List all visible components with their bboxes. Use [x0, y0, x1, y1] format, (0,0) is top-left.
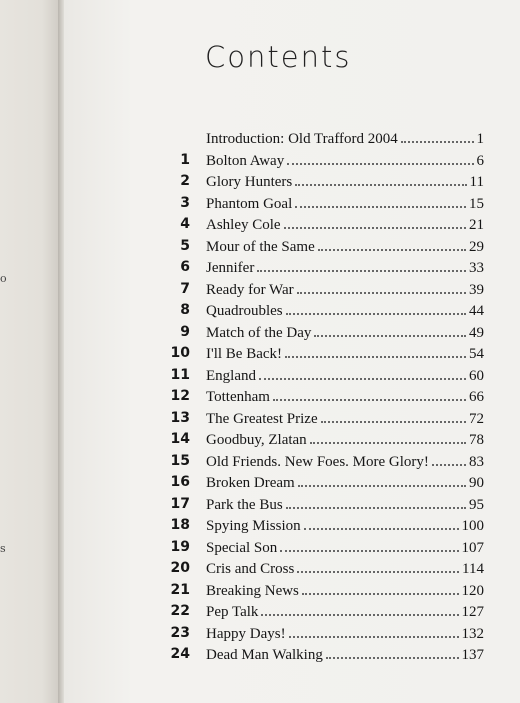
- dot-leader: [295, 193, 466, 208]
- dot-leader: [304, 515, 459, 530]
- left-page-fragment: s: [0, 542, 6, 555]
- toc-row: [0, 580, 520, 602]
- toc-row: [0, 601, 520, 623]
- chapter-number: 15: [170, 452, 190, 469]
- toc-entry: [206, 558, 484, 581]
- page-title: Contents: [205, 40, 352, 74]
- dot-leader: [259, 365, 466, 380]
- page-number: 120: [461, 582, 484, 599]
- dot-leader: [285, 343, 466, 358]
- dot-leader: [401, 128, 474, 143]
- page-number: 90: [469, 475, 484, 491]
- page-number: 6: [476, 152, 484, 169]
- chapter-number: 16: [170, 474, 190, 490]
- toc-entry: [206, 343, 484, 366]
- page-number: 49: [469, 324, 484, 341]
- toc-row: [0, 494, 520, 516]
- dot-leader: [280, 537, 458, 552]
- toc-row: [0, 343, 520, 365]
- dot-leader: [257, 257, 466, 272]
- toc-entry: [206, 193, 484, 216]
- chapter-number: 11: [170, 366, 190, 383]
- dot-leader: [295, 171, 466, 186]
- chapter-number: 23: [170, 624, 190, 641]
- page-number: 21: [469, 217, 484, 233]
- toc-row: [0, 171, 520, 193]
- toc-entry: [206, 623, 484, 646]
- dot-leader: [321, 408, 466, 423]
- page-number: 107: [461, 539, 484, 556]
- toc-entry: [206, 257, 484, 280]
- chapter-number: 21: [170, 581, 190, 598]
- toc-row: [0, 236, 520, 258]
- dot-leader: [298, 472, 466, 487]
- chapter-number: 1: [180, 151, 190, 168]
- chapter-title: Jennifer: [206, 260, 255, 276]
- chapter-number: 10: [170, 345, 190, 361]
- chapter-number: 12: [170, 388, 190, 404]
- chapter-number: 14: [170, 431, 190, 447]
- chapter-title: Introduction: Old Trafford 2004: [206, 131, 398, 147]
- dot-leader: [261, 601, 458, 616]
- page-number: 54: [469, 346, 484, 362]
- chapter-title: Match of the Day: [206, 324, 312, 341]
- dot-leader: [297, 279, 466, 294]
- chapter-number: 2: [180, 173, 190, 189]
- toc-entry: [206, 408, 484, 431]
- chapter-number: 4: [180, 216, 190, 232]
- chapter-title: Tottenham: [206, 389, 270, 405]
- toc-entry: [206, 322, 484, 345]
- page-number: 44: [469, 303, 484, 319]
- chapter-title: Ready for War: [206, 281, 294, 298]
- chapter-number: 8: [180, 302, 190, 318]
- toc-entry: [206, 515, 484, 538]
- toc-entry: [206, 214, 484, 237]
- dot-leader: [314, 322, 466, 337]
- chapter-number: 3: [180, 194, 190, 211]
- toc-row: [0, 300, 520, 322]
- chapter-number: 17: [170, 495, 190, 512]
- page-number: 83: [469, 453, 484, 470]
- page-number: 72: [469, 410, 484, 427]
- toc-entry: [206, 279, 484, 302]
- dot-leader: [326, 644, 459, 659]
- toc-row: [0, 408, 520, 430]
- chapter-title: England: [206, 367, 256, 384]
- chapter-number: 20: [170, 560, 190, 576]
- page-number: 33: [469, 260, 484, 276]
- dot-leader: [286, 300, 466, 315]
- toc-row: [0, 386, 520, 408]
- page-number: 29: [469, 238, 484, 255]
- page-number: 95: [469, 496, 484, 513]
- chapter-title: Spying Mission: [206, 518, 301, 534]
- toc-entry: [206, 494, 484, 517]
- page-number: 1: [476, 131, 484, 147]
- toc-entry: [206, 644, 484, 667]
- chapter-title: Breaking News: [206, 582, 299, 599]
- toc-row: [0, 472, 520, 494]
- dot-leader: [289, 623, 459, 638]
- toc-row: [0, 429, 520, 451]
- toc-row: [0, 558, 520, 580]
- toc-entry: [206, 150, 484, 173]
- toc-row: [0, 193, 520, 215]
- chapter-title: Glory Hunters: [206, 174, 293, 190]
- toc-row: [0, 279, 520, 301]
- toc-row: [0, 537, 520, 559]
- chapter-title: Park the Bus: [206, 496, 283, 513]
- chapter-title: Happy Days!: [206, 625, 286, 642]
- left-page-fragment: o: [0, 272, 7, 285]
- chapter-title: Bolton Away: [206, 152, 285, 169]
- chapter-number: 13: [170, 409, 190, 426]
- toc-row: [0, 644, 520, 666]
- page-number: 39: [469, 281, 484, 298]
- chapter-title: Ashley Cole: [206, 217, 281, 233]
- toc-entry: [206, 300, 484, 323]
- chapter-title: Phantom Goal: [206, 195, 293, 212]
- dot-leader: [318, 236, 466, 251]
- toc-row: [0, 128, 520, 150]
- chapter-title: Cris and Cross: [206, 561, 295, 577]
- chapter-number: 19: [170, 538, 190, 555]
- chapter-title: I'll Be Back!: [206, 346, 283, 362]
- toc-row: [0, 365, 520, 387]
- chapter-title: Dead Man Walking: [206, 647, 323, 663]
- dot-leader: [273, 386, 466, 401]
- toc-entry: [206, 429, 484, 452]
- page-number: 78: [469, 432, 484, 448]
- dot-leader: [284, 214, 466, 229]
- dot-leader: [297, 558, 459, 573]
- toc-entry: [206, 171, 484, 194]
- dot-leader: [432, 451, 466, 466]
- page-number: 127: [461, 604, 484, 620]
- page-number: 60: [469, 367, 484, 384]
- toc-entry: [206, 537, 484, 560]
- table-of-contents: [0, 128, 520, 666]
- page-number: 66: [469, 389, 484, 405]
- chapter-number: 5: [180, 237, 190, 254]
- toc-row: [0, 623, 520, 645]
- toc-entry: [206, 580, 484, 603]
- chapter-title: Special Son: [206, 539, 278, 556]
- chapter-number: 24: [170, 646, 190, 662]
- toc-entry: [206, 472, 484, 495]
- dot-leader: [302, 580, 459, 595]
- chapter-number: 6: [180, 259, 190, 275]
- dot-leader: [286, 494, 466, 509]
- chapter-title: The Greatest Prize: [206, 410, 318, 427]
- chapter-number: 9: [180, 323, 190, 340]
- chapter-number: 22: [170, 603, 190, 619]
- toc-entry: [206, 601, 484, 624]
- page-number: 11: [469, 174, 484, 190]
- toc-row: [0, 322, 520, 344]
- chapter-title: Quadroubles: [206, 303, 283, 319]
- dot-leader: [287, 150, 473, 165]
- page-number: 100: [461, 518, 484, 534]
- chapter-title: Mour of the Same: [206, 238, 315, 255]
- chapter-title: Broken Dream: [206, 475, 295, 491]
- page-number: 15: [469, 195, 484, 212]
- dot-leader: [310, 429, 466, 444]
- toc-entry: [206, 236, 484, 259]
- page-number: 137: [461, 647, 484, 663]
- chapter-title: Old Friends. New Foes. More Glory!: [206, 453, 429, 470]
- toc-entry: [206, 365, 484, 388]
- chapter-number: 18: [170, 517, 190, 533]
- toc-entry: [206, 128, 484, 151]
- chapter-number: 7: [180, 280, 190, 297]
- page-number: 114: [462, 561, 484, 577]
- toc-row: [0, 451, 520, 473]
- toc-row: [0, 150, 520, 172]
- chapter-title: Goodbuy, Zlatan: [206, 432, 307, 448]
- toc-entry: [206, 386, 484, 409]
- toc-row: [0, 257, 520, 279]
- toc-row: [0, 214, 520, 236]
- toc-row: [0, 515, 520, 537]
- chapter-title: Pep Talk: [206, 604, 259, 620]
- page-number: 132: [461, 625, 484, 642]
- toc-entry: [206, 451, 484, 474]
